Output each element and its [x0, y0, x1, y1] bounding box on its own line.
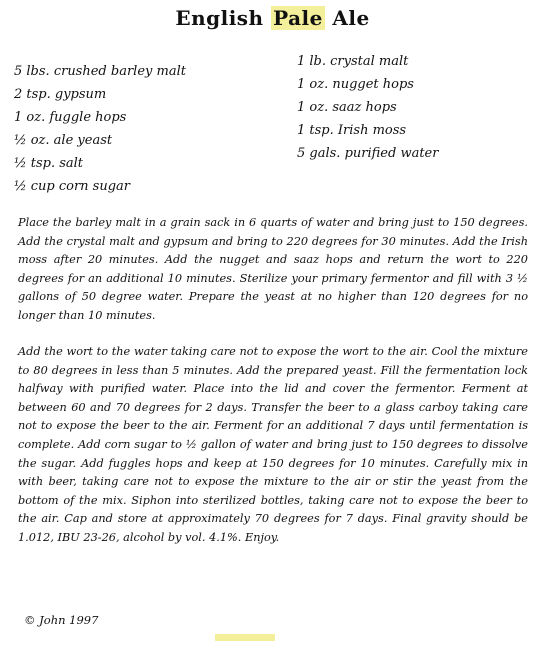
ingredient-item: ½ oz. ale yeast — [14, 133, 113, 148]
ingredient-item: 1 oz. nugget hops — [297, 77, 414, 92]
instructions-paragraph-2: Add the wort to the water taking care not to expose the wort to the air. Cool the mixture to 80 degrees in less than 5 minutes. Add the prepared yeast. Fill the fermentation lock halfway with purified water. Place into the lid and cover the fermentor. Ferment at between 60 and 70 degrees for 2 days. Transfer the beer to a glass carboy taking care not to expose the beer to the air. Ferment for an additional 7 days until fermentation is complete. Add corn sugar to ½ gallon of water and bring just to 150 degrees to dissolve the sugar. Add fuggles hops and keep at 150 degrees for 10 minutes. Carefully mix in with beer, taking care not to expose the mixture to the air or stir the yeast from the bottom of the mix. Siphon into sterilized bottles, taking care not to expose the beer to the air. Cap and store at approximately 70 degrees for 7 days. Final gravity should be 1.012, IBU 23-26, alcohol by vol. 4.1%. Enjoy. — [18, 345, 528, 544]
instructions-paragraph-1: Place the barley malt in a grain sack in 6 quarts of water and bring just to 150 degrees. Add the crystal malt and gypsum and bring to 220 degrees for 30 minutes. Add the Irish moss after 20 minutes. Add the nugget and saaz hops and return the wort to 220 degrees for an additional 10 minutes. Sterilize your primary fermentor and fill with 3 ½ gallons of 50 degree water. Prepare the yeast at no higher than 120 degrees for no longer than 10 minutes. — [18, 216, 528, 322]
title-suffix: Ale — [324, 6, 370, 30]
ingredient-item: 1 tsp. Irish moss — [297, 123, 407, 138]
ingredient-item: ½ tsp. salt — [14, 156, 84, 171]
title-highlight: Pale — [273, 6, 323, 30]
title-prefix: English — [175, 6, 272, 30]
ingredient-item: 5 gals. purified water — [297, 146, 439, 161]
ingredient-item: ½ cup corn sugar — [14, 179, 130, 194]
ingredients-left-column — [14, 60, 284, 198]
ingredient-item: 1 lb. crystal malt — [297, 54, 409, 69]
ingredient-item: 1 oz. saaz hops — [297, 100, 397, 115]
ingredient-item: 1 oz. fuggle hops — [14, 110, 127, 125]
ingredient-item: 5 lbs. crushed barley malt — [14, 64, 186, 79]
ingredients-right-column — [297, 50, 537, 165]
recipe-title — [0, 6, 545, 30]
highlighter-mark — [215, 634, 275, 641]
ingredient-item: 2 tsp. gypsum — [14, 87, 107, 102]
copyright-notice: © John 1997 — [24, 613, 99, 627]
